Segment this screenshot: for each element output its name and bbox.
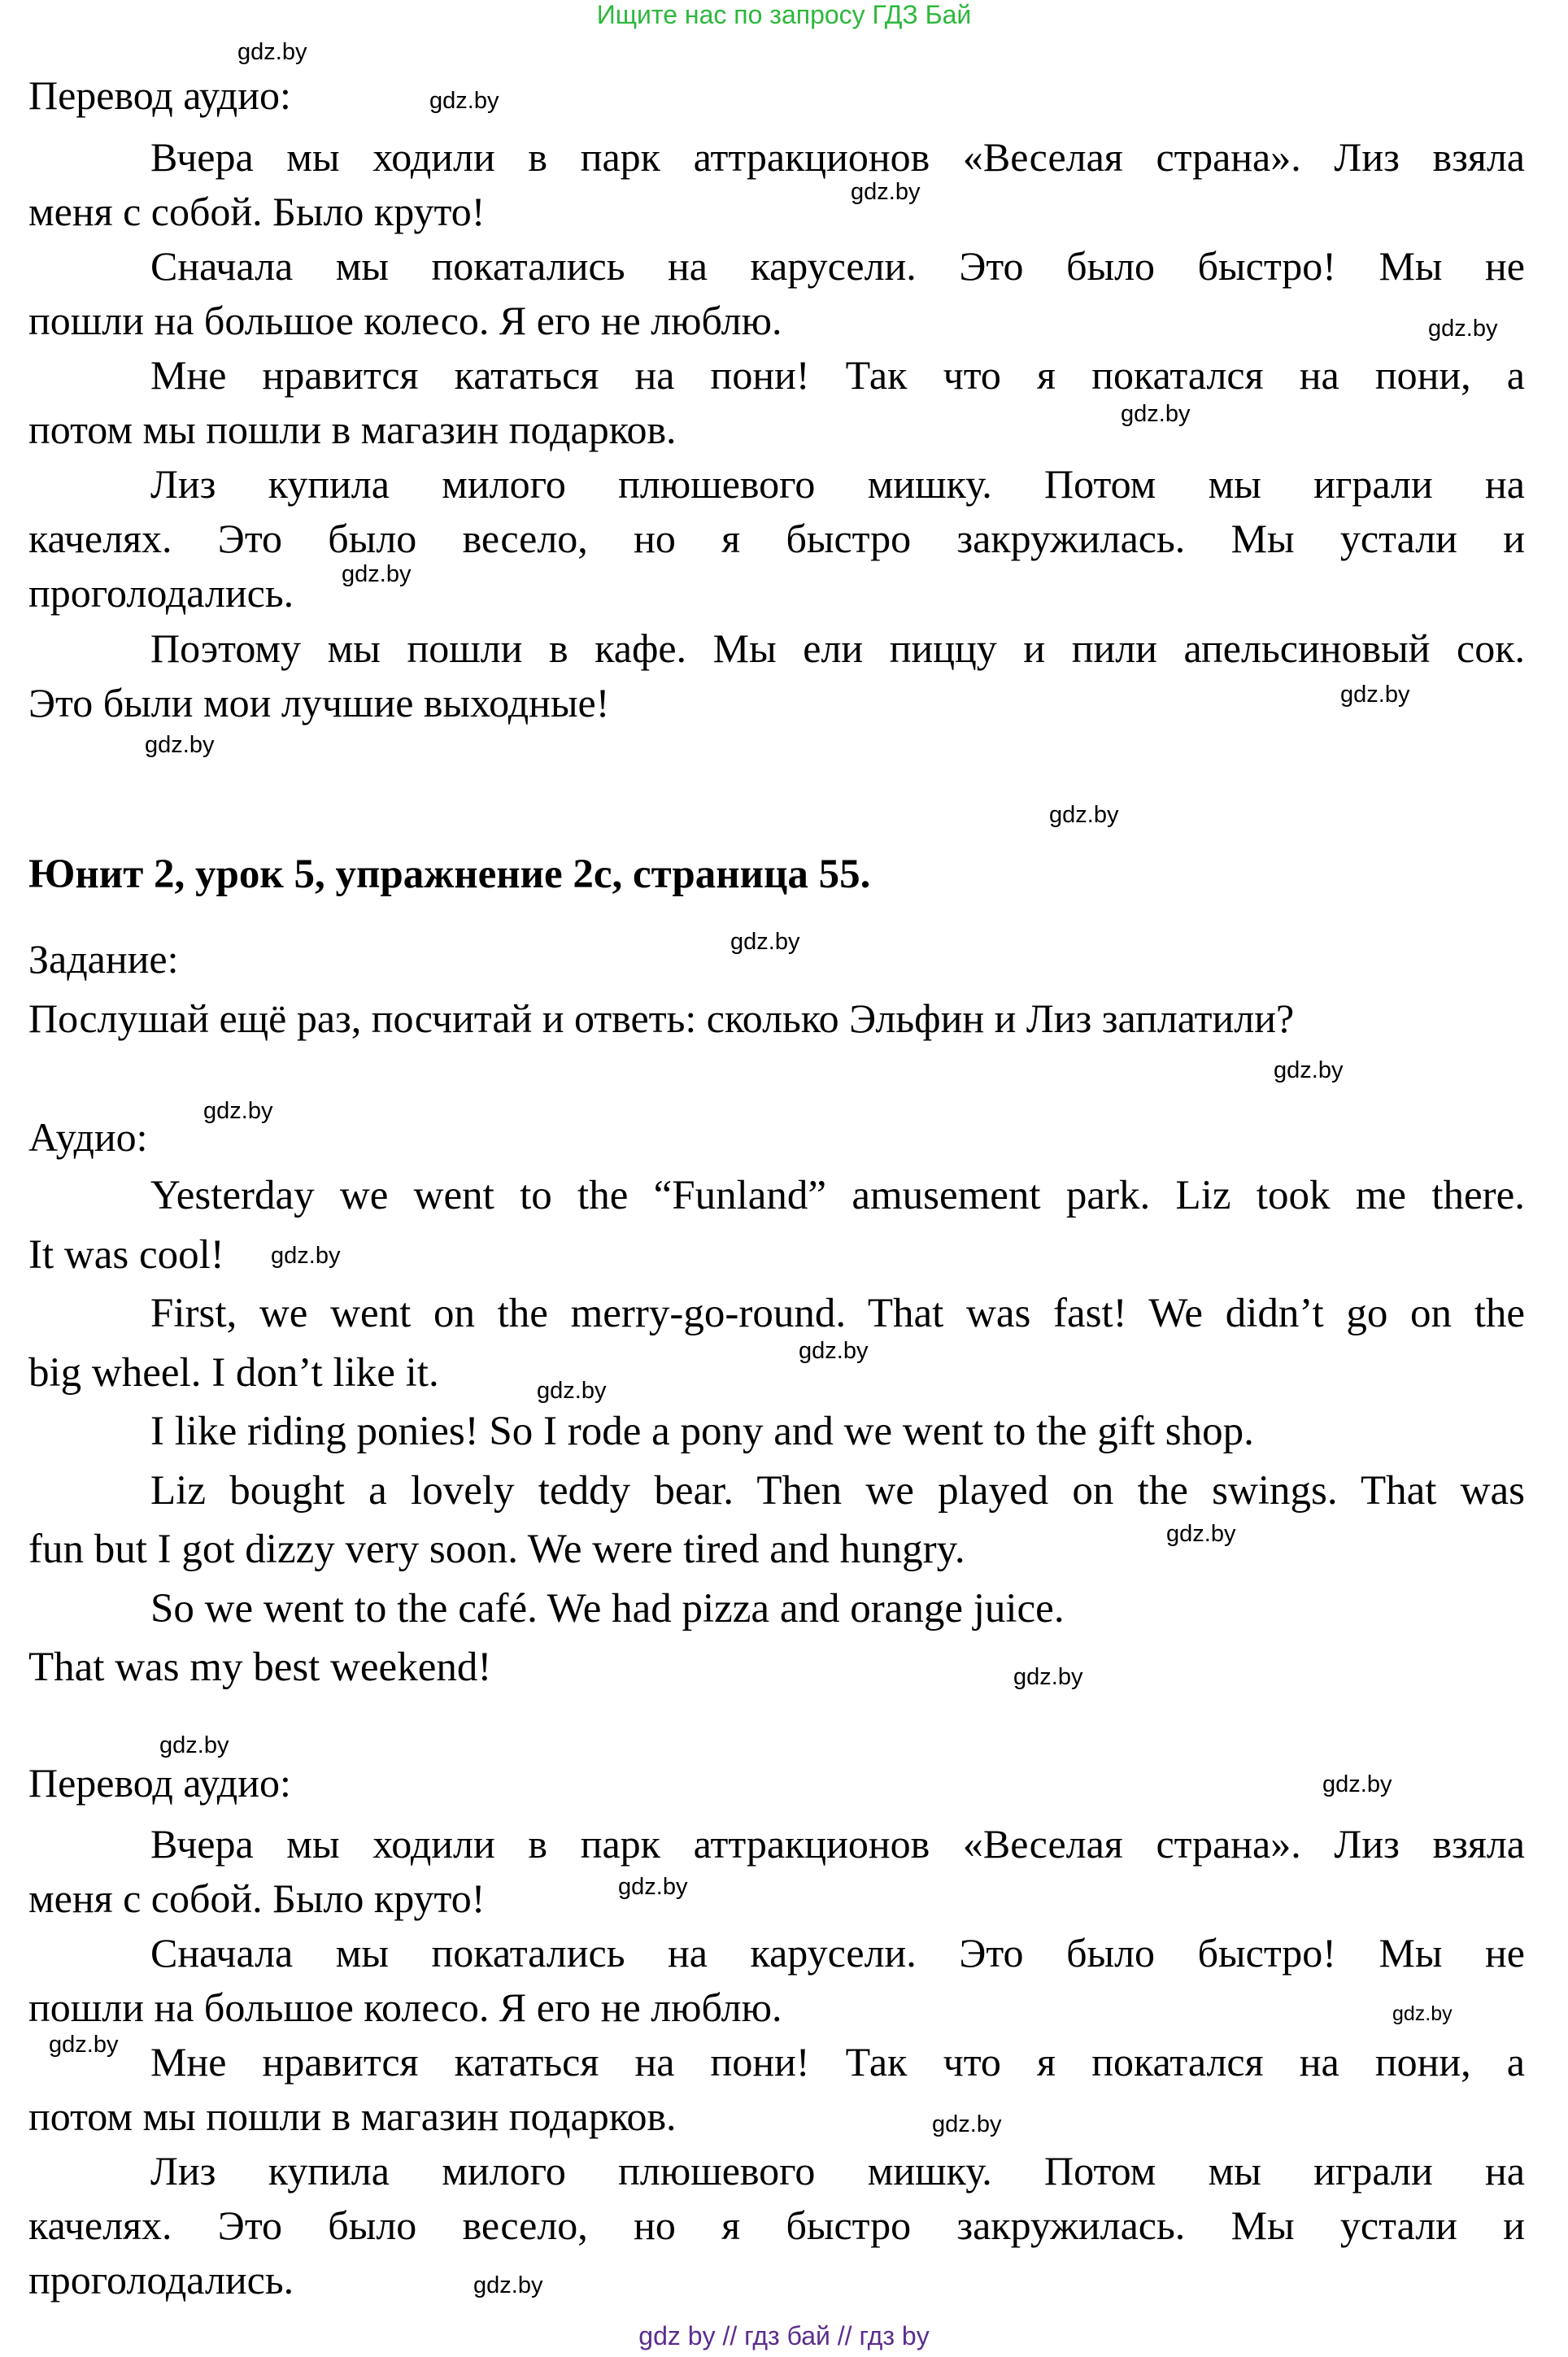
section1-line: проголодались. bbox=[28, 570, 294, 616]
watermark: gdz.by bbox=[537, 1378, 607, 1404]
audio-line: big wheel. I don’t like it. bbox=[28, 1350, 439, 1396]
watermark: gdz.by bbox=[1392, 2002, 1453, 2025]
section2-line: пошли на большое колесо. Я его не люблю. bbox=[28, 1984, 782, 2030]
watermark: gdz.by bbox=[1049, 802, 1119, 828]
watermark: gdz.by bbox=[473, 2272, 543, 2298]
audio-label: Аудио: bbox=[28, 1114, 148, 1160]
audio-line: Liz bought a lovely teddy bear. Then we played on the swings. That was bbox=[150, 1468, 1525, 1514]
section2-line: Мне нравится кататься на пони! Так что я покатался на пони, а bbox=[150, 2039, 1525, 2085]
watermark: gdz.by bbox=[851, 179, 921, 205]
watermark: gdz.by bbox=[203, 1098, 273, 1124]
audio-line: First, we went on the merry-go-round. That was fast! We didn’t go on the bbox=[150, 1291, 1525, 1336]
section1-line: Лиз купила милого плюшевого мишку. Потом мы играли на bbox=[150, 461, 1525, 507]
audio-line: So we went to the café. We had pizza and orange juice. bbox=[150, 1586, 1065, 1632]
watermark: gdz.by bbox=[271, 1243, 341, 1269]
audio-line: I like riding ponies! So I rode a pony and we went to the gift shop. bbox=[150, 1409, 1254, 1454]
audio-line: That was my best weekend! bbox=[28, 1645, 492, 1690]
watermark: gdz.by bbox=[1428, 316, 1498, 342]
section1-line: Мне нравится кататься на пони! Так что я покатался на пони, а bbox=[150, 352, 1525, 398]
section1-title: Перевод аудио: bbox=[28, 72, 291, 118]
section1-line: пошли на большое колесо. Я его не люблю. bbox=[28, 298, 782, 343]
section1-line: Это были мои лучшие выходные! bbox=[28, 680, 610, 725]
watermark: gdz.by bbox=[730, 929, 800, 955]
watermark: gdz.by bbox=[342, 561, 412, 587]
section2-line: потом мы пошли в магазин подарков. bbox=[28, 2093, 677, 2139]
section2-line: Лиз купила милого плюшевого мишку. Потом мы играли на bbox=[150, 2148, 1525, 2194]
watermark: gdz.by bbox=[1013, 1664, 1083, 1690]
watermark: gdz.by bbox=[49, 2032, 119, 2058]
section1-line: меня с собой. Было круто! bbox=[28, 189, 486, 234]
section2-line: Сначала мы покатались на карусели. Это было быстро! Мы не bbox=[150, 1930, 1525, 1976]
watermark: gdz.by bbox=[618, 1874, 688, 1900]
watermark: gdz.by bbox=[932, 2111, 1002, 2137]
top-banner[interactable]: Ищите нас по запросу ГДЗ Бай bbox=[596, 0, 972, 29]
watermark: gdz.by bbox=[1121, 401, 1191, 427]
audio-line: Yesterday we went to the “Funland” amusement park. Liz took me there. bbox=[150, 1173, 1525, 1218]
watermark: gdz.by bbox=[1274, 1057, 1344, 1083]
watermark: gdz.by bbox=[799, 1338, 869, 1364]
section2-title: Перевод аудио: bbox=[28, 1760, 291, 1806]
watermark: gdz.by bbox=[1166, 1521, 1236, 1547]
watermark: gdz.by bbox=[429, 88, 499, 114]
task-label: Задание: bbox=[28, 936, 179, 982]
watermark: gdz.by bbox=[237, 39, 307, 65]
section2-line: качелях. Это было весело, но я быстро закружилась. Мы устали и bbox=[28, 2202, 1525, 2248]
exercise-heading: Юнит 2, урок 5, упражнение 2с, страница 55. bbox=[28, 852, 871, 897]
section2-line: проголодались. bbox=[28, 2257, 294, 2303]
section2-line: меня с собой. Было круто! bbox=[28, 1876, 486, 1921]
watermark: gdz.by bbox=[1340, 682, 1410, 708]
section1-line: Вчера мы ходили в парк аттракционов «Веселая страна». Лиз взяла bbox=[150, 134, 1525, 180]
section2-line: Вчера мы ходили в парк аттракционов «Веселая страна». Лиз взяла bbox=[150, 1821, 1525, 1867]
watermark: gdz.by bbox=[1322, 1771, 1392, 1797]
watermark: gdz.by bbox=[159, 1732, 229, 1758]
section1-line: потом мы пошли в магазин подарков. bbox=[28, 407, 677, 452]
section1-line: Поэтому мы пошли в кафе. Мы ели пиццу и пили апельсиновый сок. bbox=[150, 625, 1525, 671]
watermark: gdz.by bbox=[145, 732, 215, 758]
section1-line: качелях. Это было весело, но я быстро закружилась. Мы устали и bbox=[28, 516, 1525, 561]
footer-links[interactable]: gdz by // гдз бай // гдз by bbox=[638, 2321, 930, 2350]
task-text: Послушай ещё раз, посчитай и ответь: сколько Эльфин и Лиз заплатили? bbox=[28, 996, 1295, 1041]
audio-line: fun but I got dizzy very soon. We were tired and hungry. bbox=[28, 1527, 965, 1572]
audio-line: It was cool! bbox=[28, 1232, 224, 1278]
section1-line: Сначала мы покатались на карусели. Это было быстро! Мы не bbox=[150, 243, 1525, 289]
